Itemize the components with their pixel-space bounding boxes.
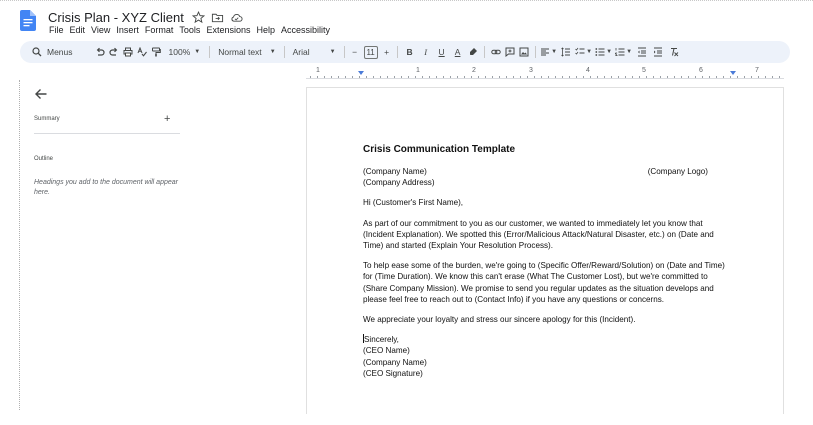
undo-icon <box>95 47 105 57</box>
highlight-button[interactable] <box>466 43 480 61</box>
ruler-tick <box>422 76 423 78</box>
toolbar-divider <box>284 46 285 58</box>
decrease-indent-button[interactable] <box>634 43 650 61</box>
style-value: Normal text <box>218 47 262 57</box>
menu-insert[interactable]: Insert <box>116 25 139 35</box>
ruler-tick <box>555 76 556 78</box>
clear-formatting-icon <box>669 47 679 57</box>
folder-move-icon[interactable] <box>211 10 225 24</box>
ruler-number: 6 <box>699 67 703 74</box>
paragraph-offer: To help ease some of the burden, we're going to (Specific Offer/Reward/Solution) on (Date and Time) for (Time Duration). We know this can't erase (What The Customer Lost), but we're committed to (Share Company Mission). We promise to send you regular updates as the situation develops and please feel free to reach out to (Contact Info) if you have any questions or concerns. <box>363 261 725 304</box>
ceo-signature-placeholder: (CEO Signature) <box>363 368 423 378</box>
ruler-tick <box>436 76 437 78</box>
print-button[interactable] <box>121 43 135 61</box>
ruler-tick <box>527 76 528 78</box>
comment-icon <box>505 47 515 57</box>
checklist-button[interactable] <box>574 43 594 61</box>
company-logo-placeholder: (Company Logo) <box>647 167 708 176</box>
signoff-line <box>363 334 725 345</box>
greeting-line: Hi (Customer's First Name), <box>363 198 464 208</box>
ruler-tick <box>625 76 626 78</box>
underline-button[interactable]: U <box>438 47 445 57</box>
left-indent-marker[interactable] <box>358 71 364 75</box>
ruler-tick <box>394 76 395 78</box>
ruler-number: 7 <box>755 67 759 74</box>
caret-down-icon: ▼ <box>269 49 276 55</box>
ruler-tick <box>366 76 367 78</box>
add-summary-button[interactable]: + <box>164 113 171 125</box>
redo-button[interactable] <box>107 43 121 61</box>
menu-accessibility[interactable]: Accessibility <box>280 25 330 35</box>
ruler-number: 3 <box>529 67 533 74</box>
numbered-list-icon <box>615 47 625 57</box>
ruler-tick <box>464 76 465 78</box>
insert-comment-button[interactable] <box>503 43 517 61</box>
search-icon <box>32 47 42 57</box>
toolbar-divider <box>209 46 210 58</box>
undo-button[interactable] <box>93 43 107 61</box>
print-icon <box>123 47 133 57</box>
menu-tools[interactable]: Tools <box>179 25 201 35</box>
ruler-tick <box>681 76 682 78</box>
style-select[interactable] <box>218 43 275 61</box>
clear-formatting-button[interactable] <box>666 43 682 61</box>
checklist-icon <box>575 47 585 57</box>
star-icon[interactable] <box>192 10 206 24</box>
menu-extensions[interactable]: Extensions <box>206 25 251 35</box>
caret-down-icon: ▼ <box>194 49 201 55</box>
spelling-check-button[interactable] <box>135 43 149 61</box>
summary-heading: Summary <box>34 116 60 122</box>
caret-down-icon: ▼ <box>606 49 613 55</box>
ruler-number: 4 <box>586 67 590 74</box>
insert-image-button[interactable] <box>517 43 531 61</box>
signoff-text: Sincerely, <box>364 335 399 345</box>
ruler-tick <box>688 76 689 78</box>
ruler-tick <box>723 76 724 78</box>
numbered-list-button[interactable] <box>614 43 634 61</box>
ruler-tick <box>380 76 381 78</box>
ruler-tick <box>548 76 549 78</box>
outline-empty-hint: Headings you add to the document will appear here. <box>34 179 178 196</box>
document-body[interactable] <box>363 143 725 379</box>
ruler-tick <box>506 76 507 78</box>
bulleted-list-icon <box>595 47 605 57</box>
ruler-tick <box>408 76 409 78</box>
ruler-tick <box>478 76 479 78</box>
ruler-tick <box>534 76 535 78</box>
caret-down-icon: ▼ <box>586 49 593 55</box>
ruler-tick <box>716 76 717 78</box>
menu-bar <box>46 24 333 36</box>
font-value: Arial <box>292 47 310 57</box>
ruler-tick <box>541 76 542 78</box>
caret-down-icon: ▼ <box>551 49 558 55</box>
toolbar-divider <box>344 46 345 58</box>
decrease-font-size-button[interactable]: − <box>352 47 358 57</box>
toolbar <box>20 41 790 63</box>
ruler-tick <box>345 76 346 78</box>
ruler-tick <box>618 76 619 78</box>
ruler-tick <box>737 76 738 78</box>
sidebar-divider <box>34 133 180 134</box>
increase-indent-button[interactable] <box>650 43 666 61</box>
ruler-tick <box>597 76 598 78</box>
ruler-tick <box>338 76 339 78</box>
ruler-tick <box>373 76 374 78</box>
outline-heading: Outline <box>34 156 54 162</box>
ruler-tick <box>695 76 696 78</box>
ruler-tick <box>576 76 577 78</box>
ruler-tick <box>709 76 710 78</box>
ruler-tick <box>471 76 472 78</box>
increase-font-size-button[interactable]: + <box>384 47 390 57</box>
menus-label: Menus <box>47 47 73 57</box>
company-info-block <box>363 166 725 188</box>
cloud-status-icon[interactable] <box>230 10 244 24</box>
menu-edit[interactable]: Edit <box>69 25 86 35</box>
ruler-tick <box>499 76 500 78</box>
ruler-tick <box>401 76 402 78</box>
ruler-tick <box>429 76 430 78</box>
ruler-tick <box>450 76 451 78</box>
ruler-tick <box>562 76 563 78</box>
ruler-tick <box>751 76 752 78</box>
toolbar-divider <box>397 46 398 58</box>
ruler-tick <box>765 76 766 78</box>
ruler-tick <box>443 76 444 78</box>
redo-icon <box>109 47 119 57</box>
decrease-indent-icon <box>637 47 647 57</box>
toolbar-divider <box>484 46 485 58</box>
ruler-tick <box>590 76 591 78</box>
company-address-placeholder: (Company Address) <box>363 178 435 188</box>
signature-company-placeholder: (Company Name) <box>363 357 427 367</box>
ruler-tick <box>660 76 661 78</box>
ruler-tick <box>513 76 514 78</box>
horizontal-ruler[interactable] <box>306 67 784 79</box>
ruler-tick <box>387 76 388 78</box>
ruler-tick <box>485 76 486 78</box>
menu-help[interactable]: Help <box>256 25 275 35</box>
ruler-tick <box>639 76 640 78</box>
ruler-tick <box>492 76 493 78</box>
ruler-tick <box>632 76 633 78</box>
ruler-tick <box>667 76 668 78</box>
ruler-tick <box>611 76 612 78</box>
spellcheck-icon <box>137 47 147 57</box>
ruler-tick <box>415 76 416 78</box>
ruler-tick <box>744 76 745 78</box>
paint-format-button[interactable] <box>149 43 163 61</box>
ruler-tick <box>730 76 731 78</box>
ruler-tick <box>359 76 360 78</box>
document-title[interactable]: Crisis Plan - XYZ Client <box>48 9 184 25</box>
menu-format[interactable]: Format <box>144 25 174 35</box>
font-select[interactable] <box>293 43 336 61</box>
font-size-input[interactable]: 11 <box>364 46 378 59</box>
paragraph-incident: As part of our commitment to you as our customer, we wanted to immediately let you know that (Incident Explanation). We spotted this (Error/Malicious Attack/Natural Disaster, etc.) on (Date and Time) and started (Explain Your Resolution Process). <box>363 218 714 251</box>
ruler-tick <box>674 76 675 78</box>
document-heading: Crisis Communication Template <box>363 144 516 155</box>
align-button[interactable] <box>540 43 558 61</box>
ruler-tick <box>583 76 584 78</box>
google-docs-icon[interactable] <box>20 10 36 31</box>
search-menus-button[interactable] <box>32 43 73 61</box>
ceo-name-placeholder: (CEO Name) <box>363 346 410 356</box>
zoom-select[interactable] <box>169 43 201 61</box>
ruler-tick <box>758 76 759 78</box>
paint-format-icon <box>151 47 161 57</box>
increase-indent-icon <box>653 47 663 57</box>
ruler-tick <box>310 76 311 78</box>
ruler-tick <box>331 76 332 78</box>
ruler-tick <box>352 76 353 78</box>
menu-file[interactable]: File <box>49 25 64 35</box>
image-icon <box>519 47 529 57</box>
bulleted-list-button[interactable] <box>594 43 614 61</box>
vertical-ruler <box>19 80 20 410</box>
company-name-placeholder: (Company Name) <box>363 167 427 176</box>
paragraph-apology: We appreciate your loyalty and stress our sincere apology for this (Incident). <box>363 315 636 325</box>
ruler-tick <box>604 76 605 78</box>
ruler-number: 1 <box>416 67 420 74</box>
bold-button[interactable]: B <box>406 47 413 57</box>
ruler-number: 1 <box>316 67 320 74</box>
ruler-tick <box>569 76 570 78</box>
ruler-tick <box>457 76 458 78</box>
top-border <box>0 0 813 1</box>
menu-view[interactable]: View <box>91 25 111 35</box>
ruler-tick <box>772 76 773 78</box>
text-color-button[interactable]: A <box>454 47 461 57</box>
toolbar-divider <box>535 46 536 58</box>
right-indent-marker[interactable] <box>730 71 736 75</box>
ruler-tick <box>702 76 703 78</box>
ruler-tick <box>317 76 318 78</box>
ruler-tick <box>653 76 654 78</box>
caret-down-icon: ▼ <box>329 49 336 55</box>
ruler-number: 2 <box>472 67 476 74</box>
ruler-tick <box>779 76 780 78</box>
ruler-tick <box>324 76 325 78</box>
zoom-value: 100% <box>168 47 191 57</box>
line-spacing-button[interactable] <box>558 43 574 61</box>
insert-link-button[interactable] <box>489 43 503 61</box>
italic-button[interactable]: I <box>424 47 428 57</box>
align-left-icon <box>540 47 550 57</box>
back-arrow-icon[interactable] <box>34 88 48 100</box>
link-icon <box>491 47 501 57</box>
signature-block <box>363 334 725 379</box>
ruler-tick <box>646 76 647 78</box>
ruler-tick <box>520 76 521 78</box>
caret-down-icon: ▼ <box>626 49 633 55</box>
ruler-number: 5 <box>642 67 646 74</box>
line-spacing-icon <box>561 47 571 57</box>
highlighter-icon <box>468 47 478 57</box>
